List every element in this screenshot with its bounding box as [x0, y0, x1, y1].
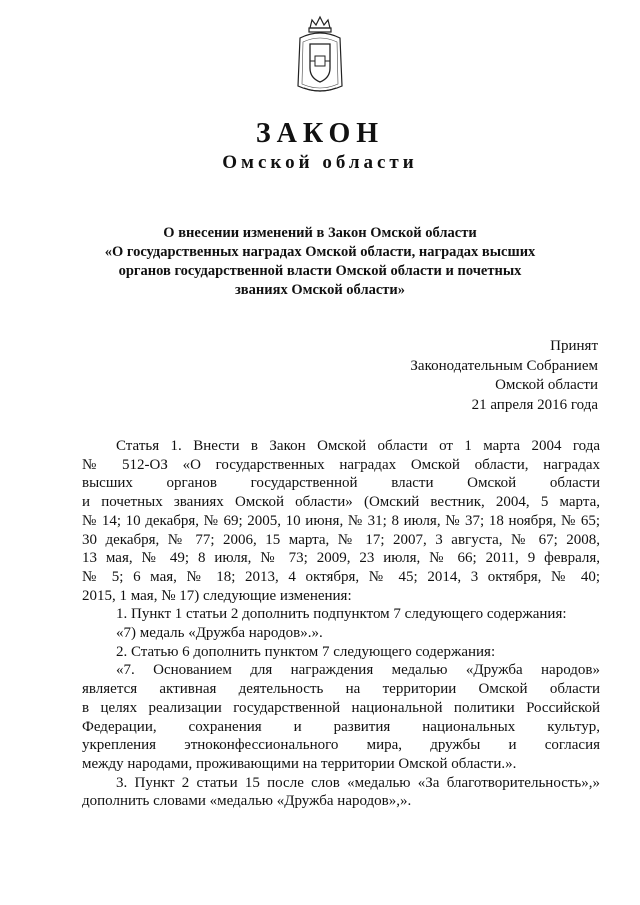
- body-line: 3. Пункт 2 статьи 15 после слов «медалью «За благотворительность»,»: [116, 774, 600, 791]
- adoption-line: Законодательным Собранием: [410, 357, 598, 374]
- body-line: и почетных званиях Омской области» (Омский вестник, 2004, 5 марта,: [82, 494, 600, 511]
- heading-line: О внесении изменений в Закон Омской области: [163, 225, 477, 241]
- adoption-line: Принят: [550, 338, 598, 354]
- heading-line: органов государственной власти Омской области и почетных: [118, 263, 522, 279]
- body-line: № 14; 10 декабря, № 69; 2005, 10 июня, № 31; 8 июля, № 37; 18 ноября, № 65;: [82, 512, 600, 529]
- heading-line: званиях Омской области»: [234, 282, 405, 298]
- body-line: 2015, 1 мая, № 17) следующие изменения:: [82, 587, 352, 604]
- body-line: дополнить словами «медалью «Дружба народов»,».: [82, 793, 412, 810]
- law-title: ЗАКОН: [255, 118, 385, 149]
- body-line: Федерации, сохранения и развития национальных культур,: [82, 718, 600, 735]
- body-line: № 5; 6 мая, № 18; 2013, 4 октября, № 45; 2014, 3 октября, № 40;: [82, 568, 600, 585]
- law-body: [82, 437, 600, 811]
- body-line: «7. Основанием для награждения медалью «Дружба народов»: [116, 662, 600, 679]
- law-region: Омской области: [222, 152, 418, 173]
- law-heading: [100, 224, 540, 300]
- adoption-line: Омской области: [495, 377, 598, 393]
- heading-line: «О государственных наградах Омской области, наградах высших: [104, 244, 536, 260]
- body-line: укрепления этноконфессионального мира, дружбы и согласия: [82, 737, 600, 754]
- body-line: Статья 1. Внести в Закон Омской области от 1 марта 2004 года: [116, 438, 600, 454]
- body-line: «7) медаль «Дружба народов».».: [116, 625, 323, 642]
- coat-of-arms-emblem: [294, 14, 346, 98]
- body-line: в целях реализации государственной национальной политики Российской: [82, 699, 600, 716]
- body-line: 30 декабря, № 77; 2006, 15 марта, № 17; 2007, 3 августа, № 67; 2008,: [82, 531, 600, 548]
- adoption-block: [410, 337, 598, 415]
- body-line: высших органов государственной власти Омской области: [82, 475, 600, 492]
- body-line: между народами, проживающими на территории Омской области.».: [82, 755, 517, 772]
- body-line: № 512-ОЗ «О государственных наградах Омской области, наградах: [82, 456, 600, 473]
- body-line: является активная деятельность на территории Омской области: [82, 681, 600, 698]
- body-line: 2. Статью 6 дополнить пунктом 7 следующего содержания:: [116, 643, 496, 660]
- body-line: 1. Пункт 1 статьи 2 дополнить подпунктом 7 следующего содержания:: [116, 606, 567, 623]
- adoption-line: 21 апреля 2016 года: [471, 396, 598, 413]
- body-line: 13 мая, № 49; 8 июля, № 73; 2009, 23 июля, № 66; 2011, 9 февраля,: [82, 550, 600, 567]
